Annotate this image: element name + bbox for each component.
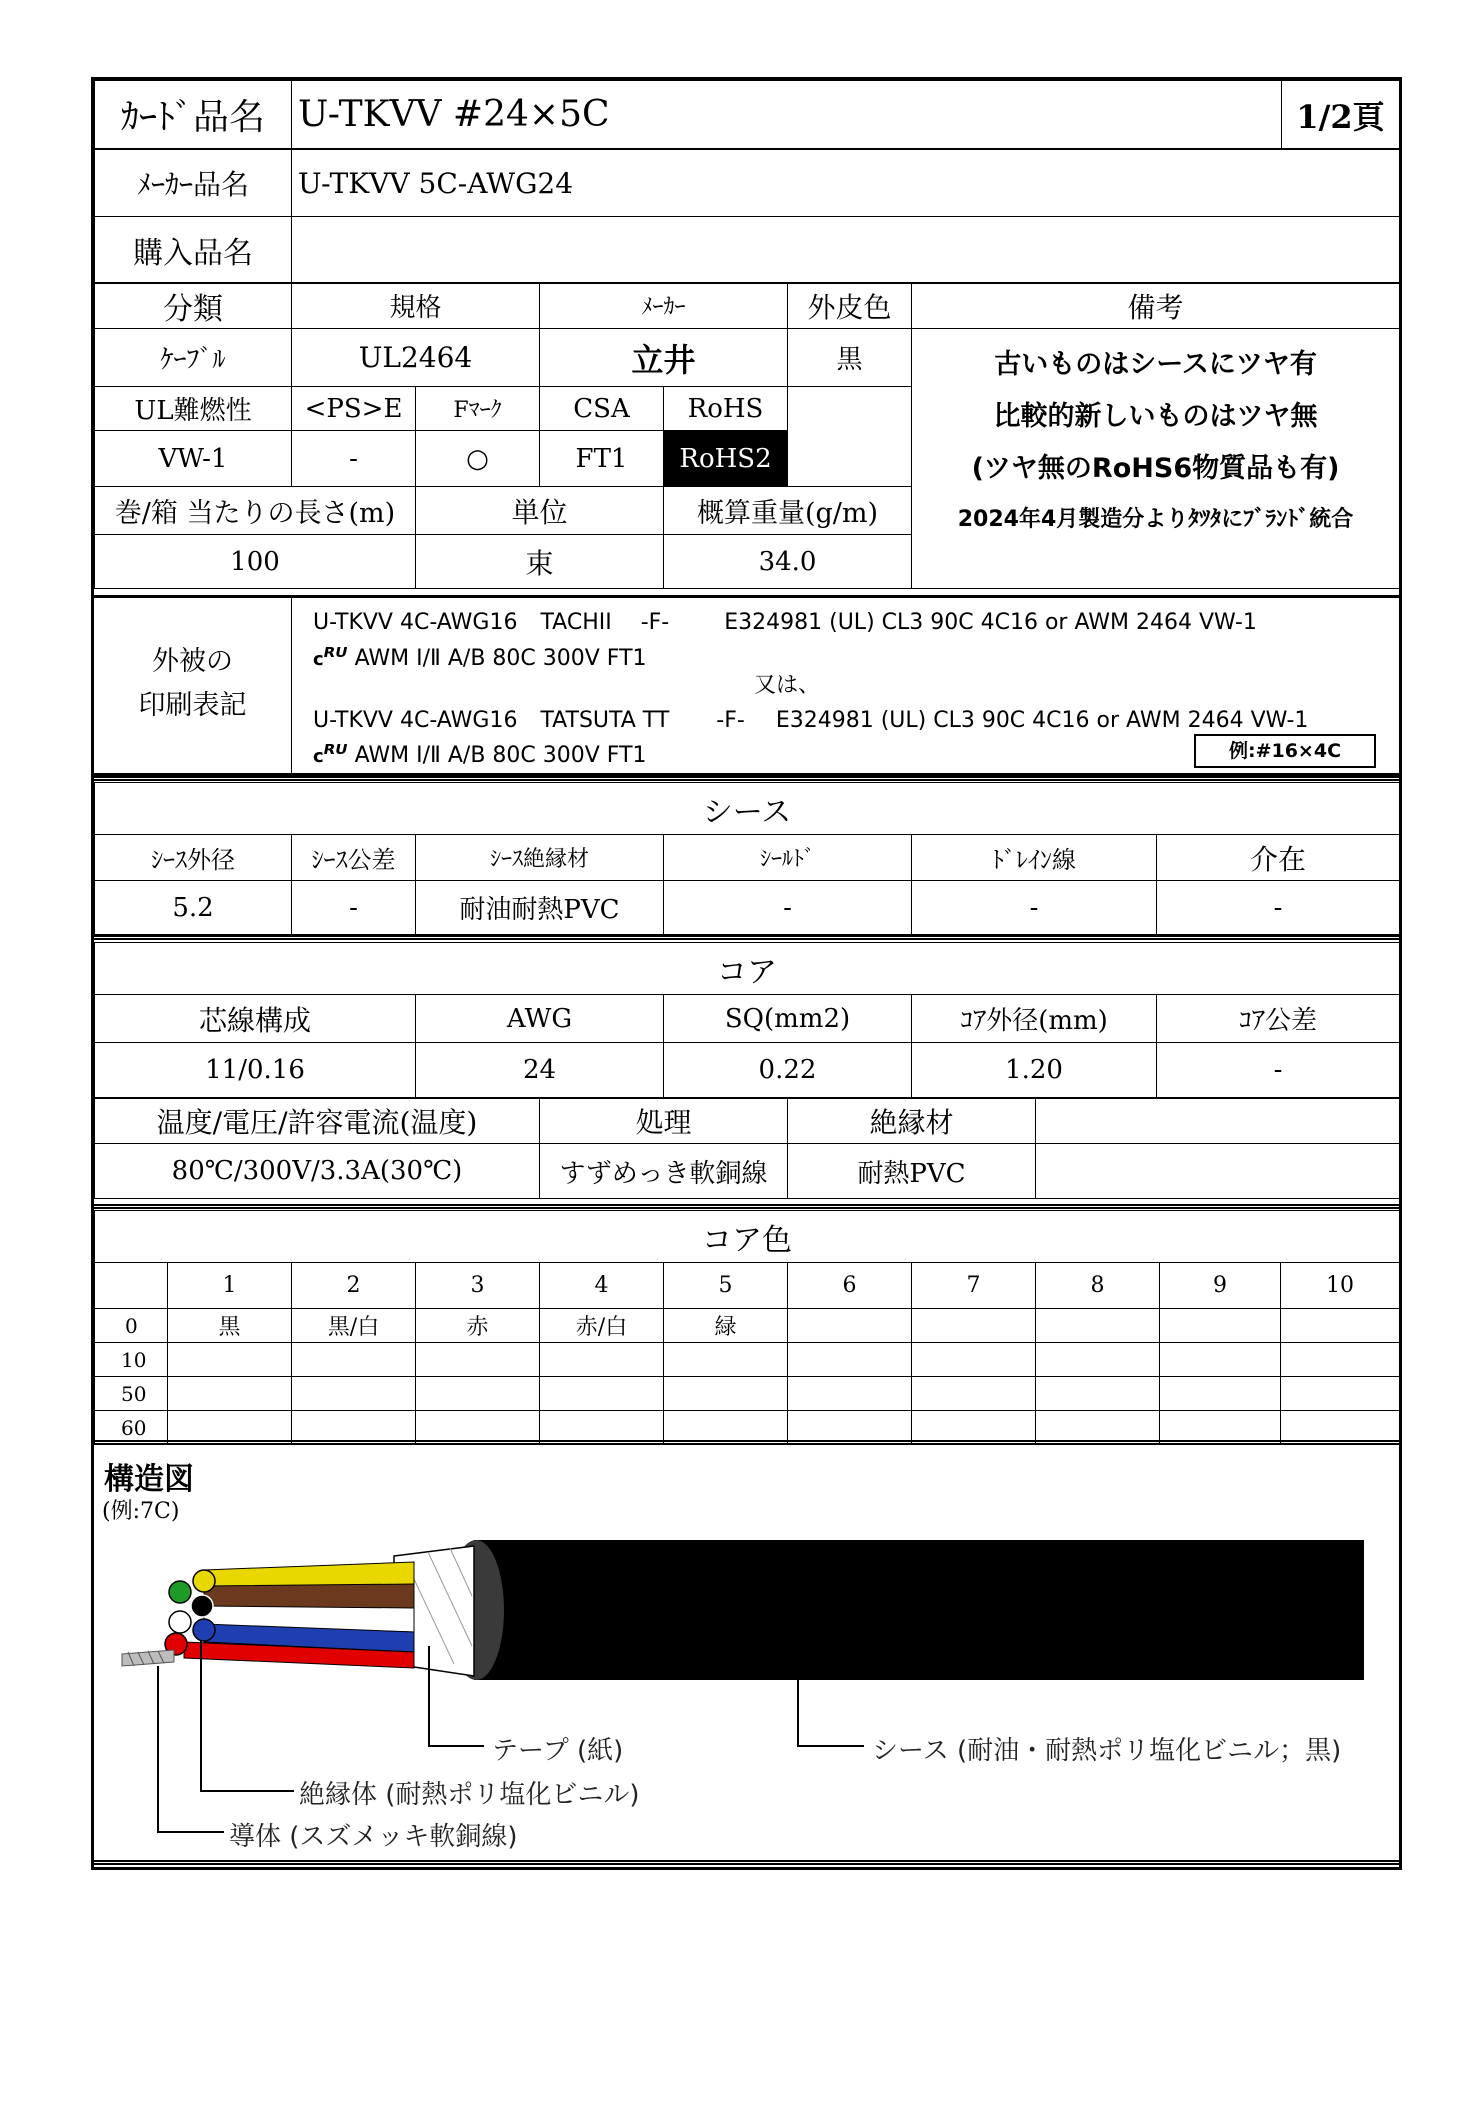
color-cell: 赤	[416, 1309, 540, 1343]
color-cell	[912, 1343, 1036, 1377]
color-cell	[292, 1377, 416, 1411]
print-l1-spec: E324981 (UL) CL3 90C 4C16 or AWM 2464 VW-1	[724, 610, 1257, 635]
white-core-end-icon	[169, 1611, 191, 1633]
col-header: 7	[912, 1263, 1036, 1309]
shield-header: ｼｰﾙﾄﾞ	[664, 835, 912, 881]
col-header: 10	[1281, 1263, 1400, 1309]
col-header: 2	[292, 1263, 416, 1309]
color-cell	[1036, 1377, 1160, 1411]
insulator-leader-line	[201, 1641, 294, 1791]
color-cell: 黒	[168, 1309, 292, 1343]
print-label-line2: 印刷表記	[138, 690, 247, 721]
strand-header: 芯線構成	[95, 995, 416, 1043]
sheath-tol-header: ｼｰｽ公差	[292, 835, 416, 881]
filler-header: 介在	[1157, 835, 1400, 881]
length-header: 巻/箱 当たりの長さ(m)	[95, 487, 416, 535]
col-header: 1	[168, 1263, 292, 1309]
print-or: 又は、	[754, 673, 821, 698]
row-label: 10	[95, 1343, 168, 1377]
col-header: 4	[540, 1263, 664, 1309]
color-cell: 黒/白	[292, 1309, 416, 1343]
drain-header: ﾄﾞﾚｲﾝ線	[912, 835, 1157, 881]
unit-header: 単位	[416, 487, 664, 535]
col-header: 3	[416, 1263, 540, 1309]
core-title: コア	[95, 943, 1400, 995]
color-cell	[540, 1377, 664, 1411]
color-cell: 緑	[664, 1309, 788, 1343]
insul-value: 耐熱PVC	[788, 1144, 1036, 1199]
remark-1: 古いものはシースにツヤ有	[994, 349, 1317, 380]
core-od-value: 1.20	[912, 1043, 1157, 1098]
csa-value: FT1	[540, 431, 664, 487]
color-cell	[416, 1343, 540, 1377]
print-l4-text: AWM Ⅰ/Ⅱ A/B 80C 300V FT1	[354, 743, 647, 768]
col-header: 5	[664, 1263, 788, 1309]
insulator-label: 絶縁体 (耐熱ポリ塩化ビニル)	[299, 1780, 640, 1810]
print-line-3	[313, 708, 1308, 733]
col-header: 8	[1036, 1263, 1160, 1309]
conductor-leader-line	[158, 1666, 224, 1832]
divider	[94, 935, 1399, 940]
color-cell	[540, 1343, 664, 1377]
remark-2: 比較的新しいものはツヤ無	[993, 401, 1318, 432]
blue-core-end-icon	[193, 1619, 215, 1641]
sq-header: SQ(mm2)	[664, 995, 912, 1043]
print-l1-brand: TACHII	[540, 610, 612, 635]
conductor-icon	[122, 1650, 174, 1666]
sq-value: 0.22	[664, 1043, 912, 1098]
header-table	[94, 80, 1400, 149]
core-table-2	[94, 1098, 1400, 1199]
sheath-od-header: ｼｰｽ外径	[95, 835, 292, 881]
purchase-name-label: 購入品名	[95, 217, 292, 284]
divider	[94, 776, 1399, 781]
page-number: 1/2頁	[1282, 81, 1400, 149]
row-label: 60	[95, 1411, 168, 1445]
rohs-header: RoHS	[664, 387, 788, 431]
temp-header: 温度/電圧/許容電流(温度)	[95, 1099, 540, 1144]
col-header: 9	[1160, 1263, 1281, 1309]
color-cell	[912, 1309, 1036, 1343]
spec-sheet-frame	[91, 77, 1402, 1870]
drain-value: -	[912, 881, 1157, 935]
purchase-name-value	[292, 217, 1400, 284]
color-cell	[1281, 1309, 1400, 1343]
remark-4: 2024年4月製造分よりﾀﾂﾀにﾌﾞﾗﾝﾄﾞ統合	[957, 507, 1354, 532]
class-header: 分類	[95, 283, 292, 329]
maker-value: 立井	[540, 329, 788, 387]
row-label: 0	[95, 1309, 168, 1343]
structure-block	[94, 1446, 1399, 1866]
color-cell	[1036, 1343, 1160, 1377]
blank-cell	[1036, 1099, 1400, 1144]
sheath-tol-value: -	[292, 881, 416, 935]
yellow-core-end-icon	[193, 1570, 215, 1592]
cable-diagram	[94, 1446, 1399, 1866]
maker-table	[94, 149, 1400, 284]
divider	[94, 1440, 1399, 1445]
core-color-title: コア色	[95, 1211, 1400, 1263]
color-value: 黒	[788, 329, 912, 387]
table-row	[95, 1343, 1400, 1377]
color-cell	[912, 1377, 1036, 1411]
spec-table	[94, 282, 1400, 589]
green-core-end-icon	[169, 1581, 191, 1603]
print-l3-spec: E324981 (UL) CL3 90C 4C16 or AWM 2464 VW-1	[775, 708, 1309, 733]
treat-value: すずめっき軟銅線	[540, 1144, 788, 1199]
core-table	[94, 942, 1400, 1098]
core-od-header: ｺｱ外径(mm)	[912, 995, 1157, 1043]
print-l2-text: AWM Ⅰ/Ⅱ A/B 80C 300V FT1	[354, 646, 647, 671]
sheath-label: シース (耐油・耐熱ポリ塩化ビニル；黒)	[872, 1736, 1342, 1766]
core-color-table	[94, 1210, 1400, 1445]
color-cell	[168, 1343, 292, 1377]
color-cell	[1160, 1343, 1281, 1377]
blank-cell	[1036, 1144, 1400, 1199]
sheath-od-value: 5.2	[95, 881, 292, 935]
print-line-4	[313, 740, 647, 768]
color-cell	[168, 1377, 292, 1411]
ul-value: VW-1	[95, 431, 292, 487]
insul-header: 絶縁材	[788, 1099, 1036, 1144]
shield-value: -	[664, 881, 912, 935]
fmark-header: Fﾏｰｸ	[416, 387, 540, 431]
maker-name-value: U-TKVV 5C-AWG24	[292, 150, 1400, 217]
structure-title: 構造図	[104, 1462, 194, 1497]
maker-name-label: ﾒｰｶｰ品名	[95, 150, 292, 217]
rohs-value: RoHS2	[664, 431, 788, 487]
color-cell: 赤/白	[540, 1309, 664, 1343]
sheath-icon	[474, 1540, 1364, 1680]
card-name-value: U-TKVV #24×5C	[292, 81, 1282, 149]
awg-value: 24	[416, 1043, 664, 1098]
unit-value: 束	[416, 535, 664, 589]
color-cell	[788, 1343, 912, 1377]
color-cell	[788, 1377, 912, 1411]
maker-header: ﾒｰｶｰ	[540, 283, 788, 329]
ul-header: UL難燃性	[95, 387, 292, 431]
print-l1-fmark: -F-	[640, 610, 670, 635]
print-l3-fmark: -F-	[716, 708, 745, 733]
example-box: 例:#16×4C	[1194, 734, 1376, 768]
awg-header: AWG	[416, 995, 664, 1043]
color-cell	[292, 1343, 416, 1377]
weight-value: 34.0	[664, 535, 912, 589]
length-value: 100	[95, 535, 416, 589]
brown-core-icon	[204, 1584, 414, 1608]
color-cell	[1281, 1377, 1400, 1411]
standard-header: 規格	[292, 283, 540, 329]
corner-cell	[95, 1263, 168, 1309]
color-cell	[1160, 1309, 1281, 1343]
conductor-label: 導体 (スズメッキ軟銅線)	[229, 1822, 518, 1852]
tape-label: テープ (紙)	[492, 1736, 624, 1766]
blank-cell	[788, 387, 912, 487]
table-row	[95, 1377, 1400, 1411]
color-header: 外皮色	[788, 283, 912, 329]
strand-value: 11/0.16	[95, 1043, 416, 1098]
print-l3-product: U-TKVV 4C-AWG16	[313, 708, 518, 733]
print-line-1	[313, 610, 1257, 635]
print-line-2	[313, 643, 647, 671]
color-cell	[664, 1377, 788, 1411]
black-core-end-icon	[191, 1595, 213, 1617]
core-color-header-row	[95, 1263, 1400, 1309]
sheath-title: シース	[95, 783, 1400, 835]
print-l1-product: U-TKVV 4C-AWG16	[313, 610, 518, 635]
remarks-header: 備考	[912, 283, 1400, 329]
temp-value: 80℃/300V/3.3A(30℃)	[95, 1144, 540, 1199]
remarks-cell	[912, 329, 1400, 589]
csa-header: CSA	[540, 387, 664, 431]
col-header: 6	[788, 1263, 912, 1309]
color-cell	[788, 1309, 912, 1343]
weight-header: 概算重量(g/m)	[664, 487, 912, 535]
cul-logo-icon: cᴿᵁ	[313, 740, 348, 768]
print-l3-brand: TATSUTA TT	[540, 708, 670, 733]
table-row	[95, 1309, 1400, 1343]
sheath-insul-header: ｼｰｽ絶縁材	[416, 835, 664, 881]
pse-header: <PS>E	[292, 387, 416, 431]
sheath-insul-value: 耐油耐熱PVC	[416, 881, 664, 935]
core-tol-header: ｺｱ公差	[1157, 995, 1400, 1043]
color-cell	[416, 1377, 540, 1411]
filler-value: -	[1157, 881, 1400, 935]
treat-header: 処理	[540, 1099, 788, 1144]
fmark-value: ○	[416, 431, 540, 487]
row-label: 50	[95, 1377, 168, 1411]
pse-value: -	[292, 431, 416, 487]
color-cell	[664, 1343, 788, 1377]
cul-logo-icon: cᴿᵁ	[313, 643, 348, 671]
structure-example: (例:7C)	[102, 1499, 180, 1524]
color-cell	[1036, 1309, 1160, 1343]
sheath-table	[94, 782, 1400, 935]
standard-value: UL2464	[292, 329, 540, 387]
print-label-line1: 外被の	[152, 646, 233, 677]
color-cell	[1160, 1377, 1281, 1411]
divider	[94, 1860, 1399, 1865]
divider	[94, 1204, 1399, 1209]
core-tol-value: -	[1157, 1043, 1400, 1098]
print-label	[94, 598, 292, 773]
print-block	[94, 595, 1399, 776]
color-cell	[1281, 1343, 1400, 1377]
card-name-label: ｶｰﾄﾞ品名	[95, 81, 292, 149]
class-value: ｹｰﾌﾞﾙ	[95, 329, 292, 387]
remark-3: (ツヤ無のRoHS6物質品も有)	[971, 453, 1340, 484]
